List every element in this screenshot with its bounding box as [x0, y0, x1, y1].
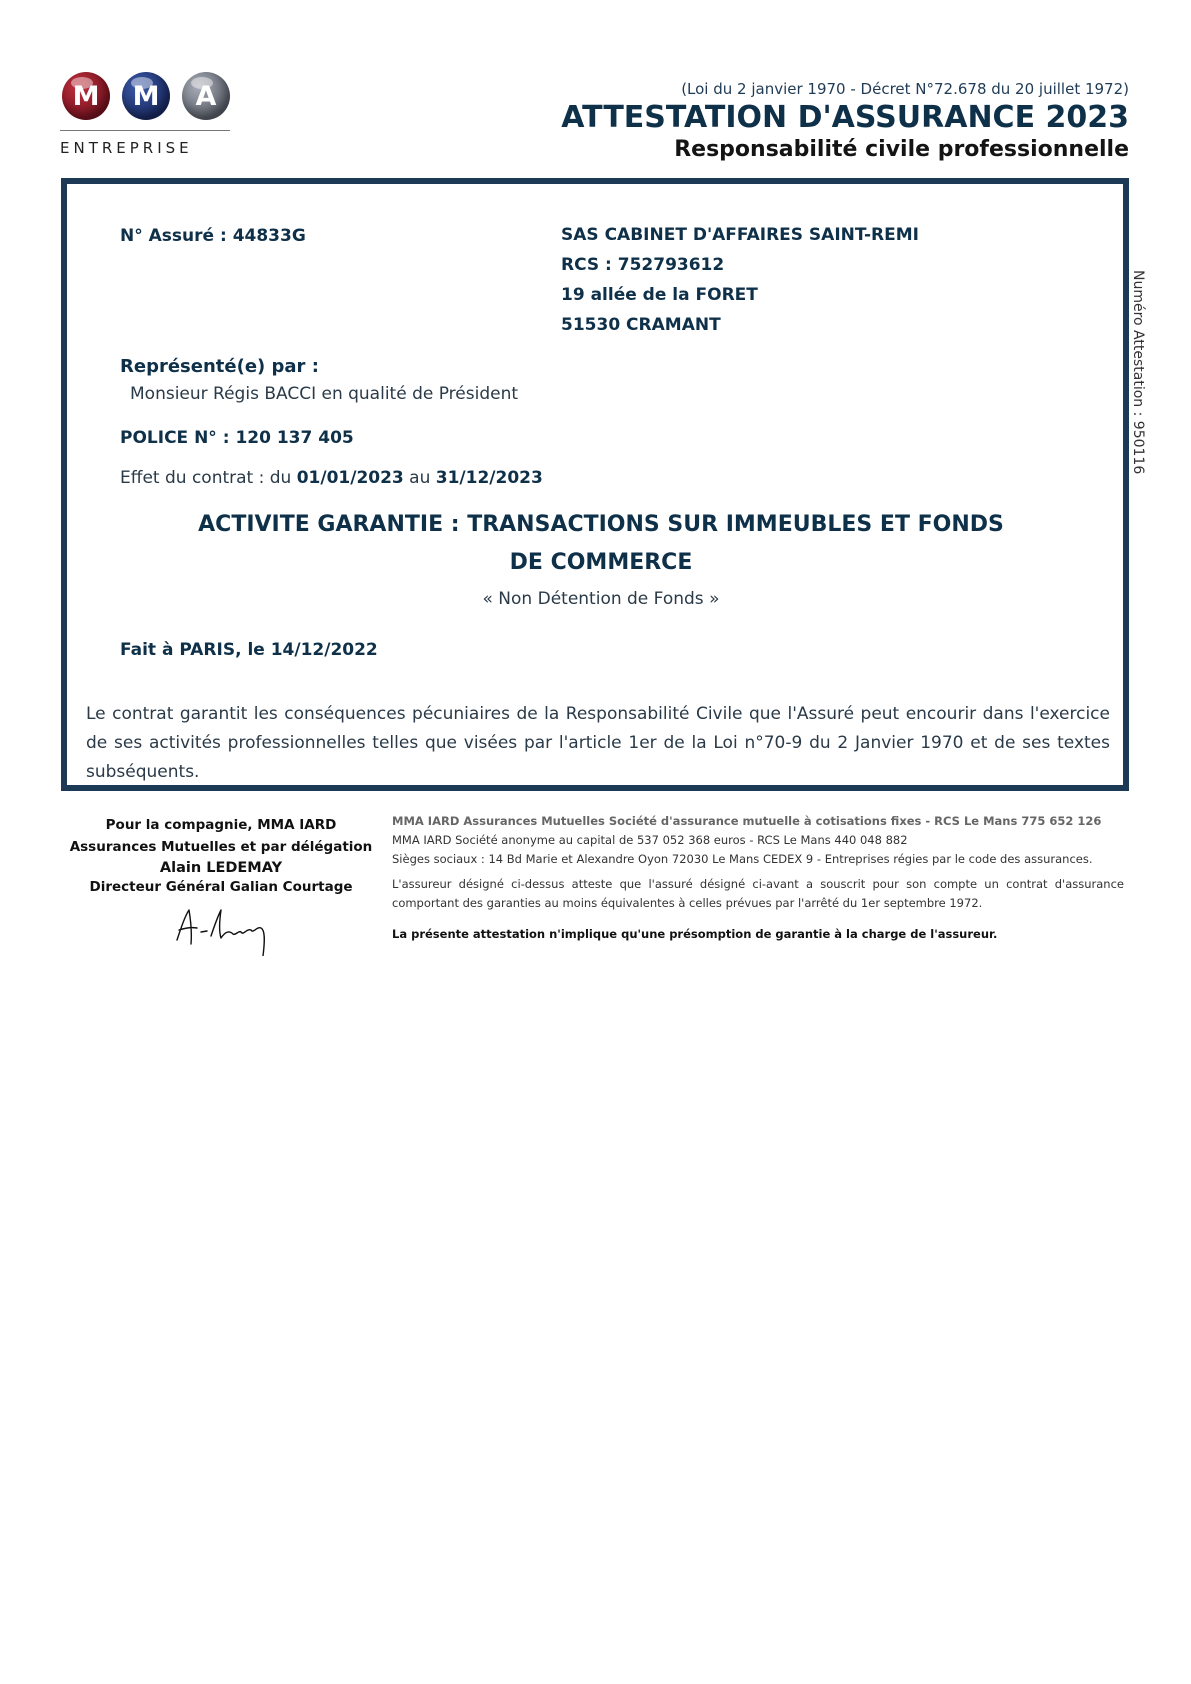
logo-divider [60, 130, 230, 131]
insured-rcs: RCS : 752793612 [561, 255, 725, 275]
handwritten-signature [161, 900, 281, 956]
guaranteed-activity [67, 506, 1135, 582]
document-header [561, 80, 1129, 162]
legal-line-head-office: Sièges sociaux : 14 Bd Marie et Alexandre Oyon 72030 Le Mans CEDEX 9 - Entreprises régies par le code des assurances. [392, 852, 1093, 866]
legal-line-presumption: La présente attestation n'implique qu'une présomption de garantie à la charge de l'assureur. [392, 927, 998, 941]
attestation-number: Numéro Attestation : 950116 [1130, 270, 1146, 475]
law-reference: (Loi du 2 janvier 1970 - Décret N°72.678 du 20 juillet 1972) [681, 80, 1129, 98]
logo-ball-m-red [62, 72, 110, 120]
made-at: Fait à PARIS, le 14/12/2022 [120, 640, 378, 660]
logo-ball-a-grey [182, 72, 230, 120]
logo-balls [60, 72, 232, 124]
represented-label: Représenté(e) par : [120, 356, 319, 377]
attestation-frame [61, 178, 1129, 791]
legal-mentions [392, 812, 1124, 944]
legal-line-capital: MMA IARD Société anonyme au capital de 537 052 368 euros - RCS Le Mans 440 048 882 [392, 833, 908, 847]
document-title: ATTESTATION D'ASSURANCE 2023 [561, 100, 1129, 135]
legal-line-insurer: MMA IARD Assurances Mutuelles Société d'assurance mutuelle à cotisations fixes - RCS Le Mans 775 652 126 [392, 814, 1102, 828]
signatory-name: Alain LEDEMAY [159, 860, 283, 876]
activity-title: ACTIVITE GARANTIE : TRANSACTIONS SUR IMMEUBLES ET FONDS DE COMMERCE [198, 512, 1004, 575]
effect-prefix: Effet du contrat : du [120, 468, 297, 488]
attestation-number-area [1128, 270, 1148, 500]
legal-line-attestation: L'assureur désigné ci-dessus atteste que l'assuré désigné ci-avant a souscrit pour son compte un contrat d'assurance comportant des garanties au moins équivalentes à celles prévues par l'arrêté du 1er septembre 1972. [392, 877, 1124, 910]
insured-street: 19 allée de la FORET [561, 285, 758, 305]
logo-letter: A [195, 80, 217, 112]
policy-number: POLICE N° : 120 137 405 [120, 428, 354, 448]
logo-letter: M [72, 80, 100, 112]
logo-letter: M [132, 80, 160, 112]
signatory-line: Pour la compagnie, MMA IARD Assurances Mutuelles et par délégation [69, 817, 373, 855]
signatory-block [64, 814, 378, 960]
effect-end-date: 31/12/2023 [435, 468, 543, 488]
signatory-role: Directeur Général Galian Courtage [89, 879, 353, 895]
logo-wordmark: ENTREPRISE [60, 139, 193, 157]
insured-number: N° Assuré : 44833G [120, 226, 306, 246]
logo-ball-m-blue [122, 72, 170, 120]
effect-mid: au [403, 468, 436, 488]
representative-name: Monsieur Régis BACCI en qualité de Président [130, 384, 519, 404]
activity-subtitle: « Non Détention de Fonds » [482, 589, 720, 609]
effect-start-date: 01/01/2023 [296, 468, 404, 488]
guarantee-text: Le contrat garantit les conséquences pécuniaires de la Responsabilité Civile que l'Assuré peut encourir dans l'exercice de ses activités professionnelles telles que visées par l'article 1er de la Loi n°70-9 du 2 Janvier 1970 et de ses textes subséquents. [86, 704, 1110, 782]
insured-city: 51530 CRAMANT [561, 315, 721, 335]
insured-address-block [561, 220, 919, 340]
insured-company: SAS CABINET D'AFFAIRES SAINT-REMI [561, 225, 919, 245]
document-subtitle: Responsabilité civile professionnelle [674, 137, 1129, 162]
contract-effect [120, 468, 543, 488]
mma-logo [60, 72, 232, 157]
